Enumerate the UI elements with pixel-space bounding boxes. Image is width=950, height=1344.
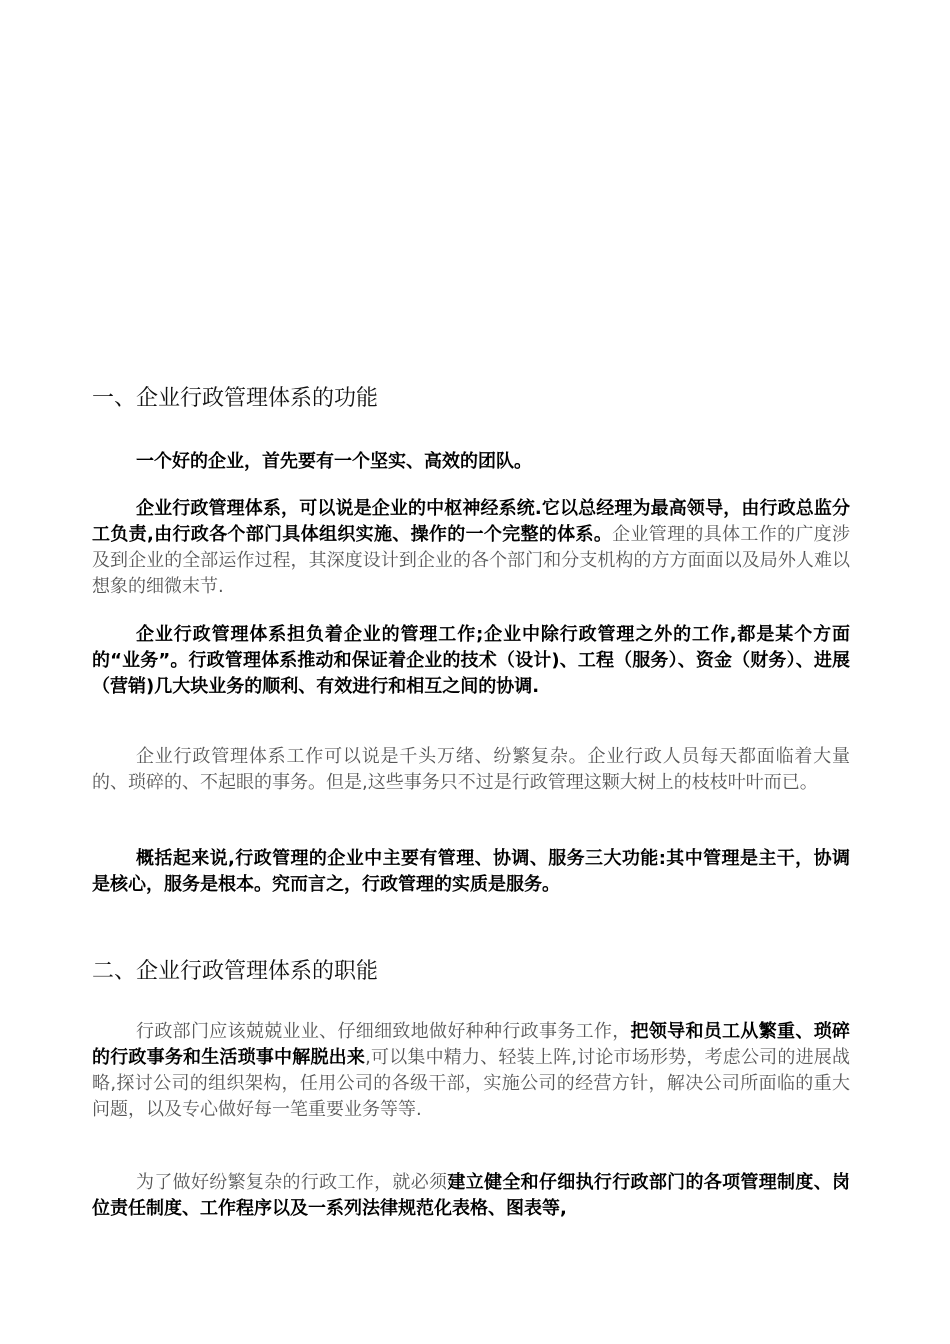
paragraph-segment: 为了做好纷繁复杂的行政工作，就必须 xyxy=(136,1172,448,1193)
paragraph-segment: 概括起来说,行政管理的企业中主要有管理、协调、服务三大功能:其中管理是主干，协调是核心，服务是根本。究而言之，行政管理的实质是服务。 xyxy=(92,848,850,895)
section-1-heading: 一、企业行政管理体系的功能 xyxy=(92,386,379,411)
paragraph-segment: ,可以集中精力、轻装上阵,讨论市场形势，考虑公司的进展战略,探讨公司的组织架构，任用公司的各级干部，实施公司的经营方针，解决公司所面临的重大问题，以及专心做好每一笔重要业务等等. xyxy=(92,1047,850,1120)
section-1-paragraph-2 xyxy=(92,496,850,600)
paragraph-segment: 企业行政管理体系担负着企业的管理工作;企业中除行政管理之外的工作,都是某个方面的“业务”。行政管理体系推动和保证着企业的技术（设计)、工程（服务）、资金（财务）、进展（营销)几大块业务的顺利、有效进行和相互之间的协调. xyxy=(92,624,850,697)
paragraph-segment: 建立健全和仔细执行行政部门的各项管理制度、岗位责任制度、工作程序以及一系列法律规范化表格、图表等, xyxy=(92,1172,851,1219)
section-2-paragraph-1 xyxy=(92,1019,850,1123)
section-1-paragraph-3 xyxy=(92,622,850,700)
section-1-paragraph-4 xyxy=(92,744,850,796)
section-1-paragraph-1 xyxy=(92,449,850,475)
paragraph-segment: 一个好的企业，首先要有一个坚实、高效的团队。 xyxy=(136,451,532,472)
paragraph-segment: 企业行政管理体系，可以说是企业的中枢神经系统.它以总经理为最高领导，由行政总监分工负责,由行政各个部门具体组织实施、操作的一个完整的体系。 xyxy=(92,498,850,545)
section-2-paragraph-2 xyxy=(92,1170,850,1222)
paragraph-segment: 行政部门应该兢兢业业、仔细细致地做好种种行政事务工作， xyxy=(136,1021,631,1042)
paragraph-segment: 企业行政管理体系工作可以说是千头万绪、纷繁复杂。企业行政人员每天都面临着大量的、琐碎的、不起眼的事务。但是,这些事务只不过是行政管理这颗大树上的枝枝叶叶而已。 xyxy=(92,746,850,793)
section-1-paragraph-5 xyxy=(92,846,850,898)
section-2-heading: 二、企业行政管理体系的职能 xyxy=(92,959,379,984)
paragraph-segment: 把领导和员工从繁重、琐碎的行政事务和生活琐事中解脱出来 xyxy=(92,1021,851,1068)
paragraph-segment: 企业管理的具体工作的广度涉及到企业的全部运作过程，其深度设计到企业的各个部门和分支机构的方方面面以及局外人难以想象的细微末节. xyxy=(92,524,850,597)
